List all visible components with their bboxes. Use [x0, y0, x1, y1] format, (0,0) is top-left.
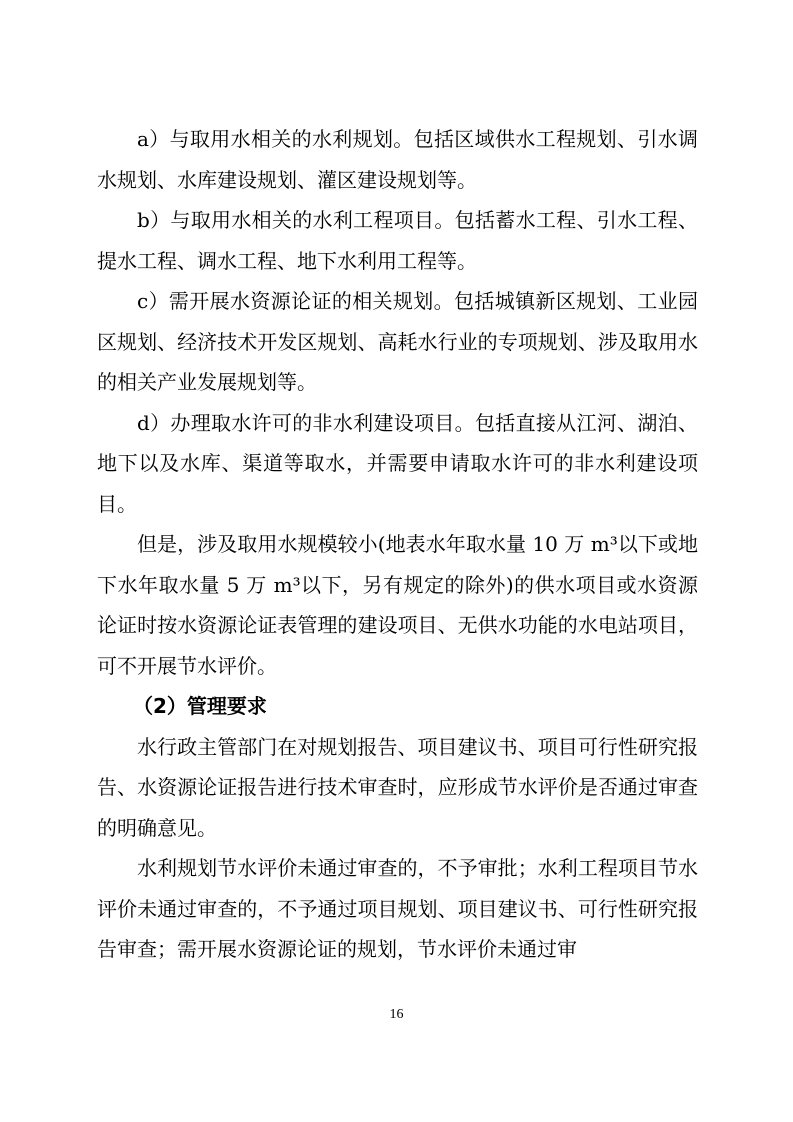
document-body [97, 119, 698, 970]
section-heading: （2）管理要求 [133, 694, 267, 718]
paragraph-c: c）需开展水资源论证的相关规划。包括城镇新区规划、工业园区规划、经济技术开发区规划、高耗水行业的专项规划、涉及取用水的相关产业发展规划等。 [97, 289, 698, 394]
page-number: 16 [389, 1007, 404, 1022]
paragraph-exception: 但是，涉及取用水规模较小(地表水年取水量 10 万 m³以下或地下水年取水量 5 万 m³以下，另有规定的除外)的供水项目或水资源论证时按水资源论证表管理的建设项目、无供水功能的水电站项目，可不开展节水评价。 [97, 532, 698, 678]
paragraph-d: d）办理取水许可的非水利建设项目。包括直接从江河、湖泊、地下以及水库、渠道等取水，并需要申请取水许可的非水利建设项目。 [97, 410, 698, 516]
paragraph-b: b）与取用水相关的水利工程项目。包括蓄水工程、引水工程、提水工程、调水工程、地下水利用工程等。 [97, 208, 698, 273]
paragraph-approval: 水利规划节水评价未通过审查的，不予审批；水利工程项目节水评价未通过审查的，不予通过项目规划、项目建议书、可行性研究报告审查；需开展水资源论证的规划，节水评价未通过审 [97, 856, 698, 961]
paragraph-review: 水行政主管部门在对规划报告、项目建议书、项目可行性研究报告、水资源论证报告进行技术审查时，应形成节水评价是否通过审查的明确意见。 [97, 734, 698, 840]
paragraph-a: a）与取用水相关的水利规划。包括区域供水工程规划、引水调水规划、水库建设规划、灌区建设规划等。 [97, 127, 698, 192]
